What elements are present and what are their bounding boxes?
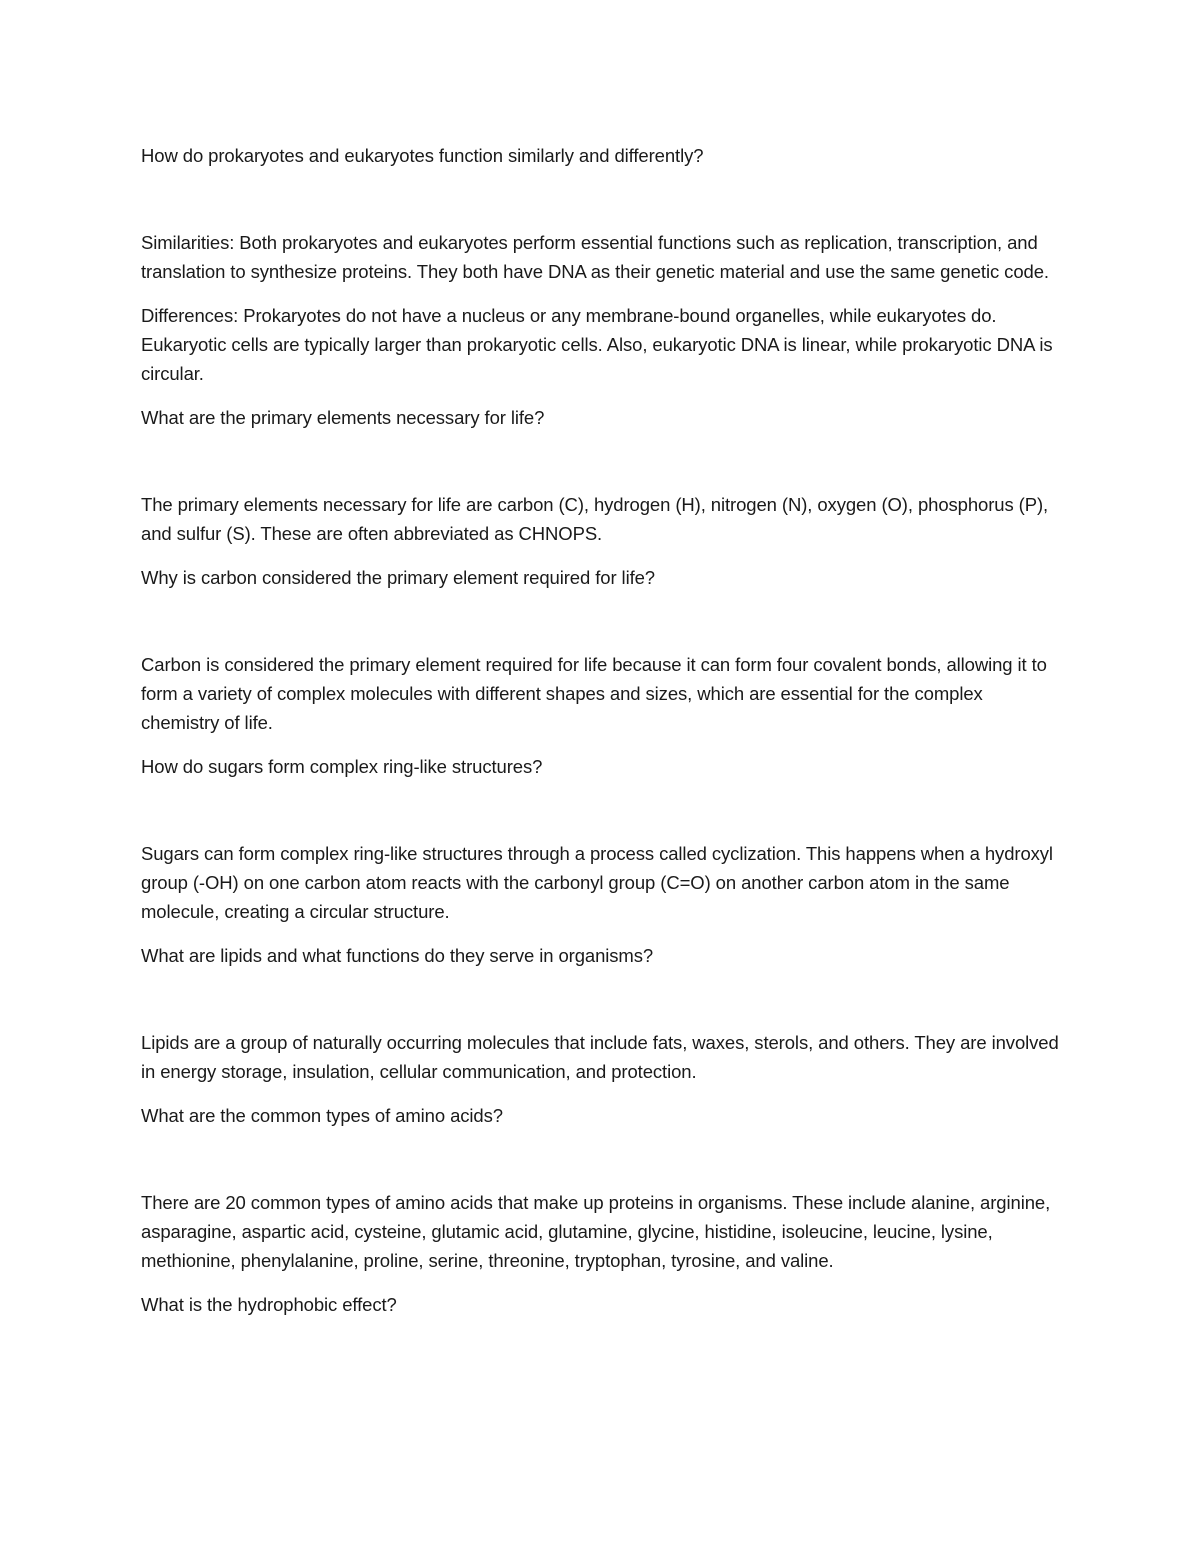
document-body [141,141,1061,1319]
question-paragraph: How do sugars form complex ring-like structures? [141,756,543,777]
answer-paragraph: Lipids are a group of naturally occurring molecules that include fats, waxes, sterols, and others. They are involved in energy storage, insulation, cellular communication, and protection. [141,1032,1059,1082]
answer-paragraph: The primary elements necessary for life are carbon (C), hydrogen (H), nitrogen (N), oxygen (O), phosphorus (P), and sulfur (S). These are often abbreviated as CHNOPS. [141,494,1049,544]
question-paragraph: What is the hydrophobic effect? [141,1294,397,1315]
question-paragraph: Why is carbon considered the primary element required for life? [141,567,655,588]
answer-paragraph: There are 20 common types of amino acids that make up proteins in organisms. These include alanine, arginine, asparagine, aspartic acid, cysteine, glutamic acid, glutamine, glycine, histidine, isoleucine, leucine, lysine, methionine, phenylalanine, proline, serine, threonine, tryptophan, tyrosine, and valine. [141,1192,1051,1271]
question-paragraph: What are lipids and what functions do they serve in organisms? [141,945,654,966]
question-paragraph: What are the common types of amino acids? [141,1105,503,1126]
question-paragraph: What are the primary elements necessary for life? [141,407,545,428]
answer-paragraph: Similarities: Both prokaryotes and eukaryotes perform essential functions such as replication, transcription, and translation to synthesize proteins. They both have DNA as their genetic material and use the same genetic code. [141,232,1049,282]
answer-paragraph: Sugars can form complex ring-like structures through a process called cyclization. This happens when a hydroxyl group (-OH) on one carbon atom reacts with the carbonyl group (C=O) on another carbon atom in the same molecule, creating a circular structure. [141,843,1053,922]
question-paragraph: How do prokaryotes and eukaryotes function similarly and differently? [141,145,704,166]
answer-paragraph: Differences: Prokaryotes do not have a nucleus or any membrane-bound organelles, while eukaryotes do. Eukaryotic cells are typically larger than prokaryotic cells. Also, eukaryotic DNA is linear, while prokaryotic DNA is circular. [141,305,1053,384]
answer-paragraph: Carbon is considered the primary element required for life because it can form four covalent bonds, allowing it to form a variety of complex molecules with different shapes and sizes, which are essential for the complex chemistry of life. [141,654,1047,733]
